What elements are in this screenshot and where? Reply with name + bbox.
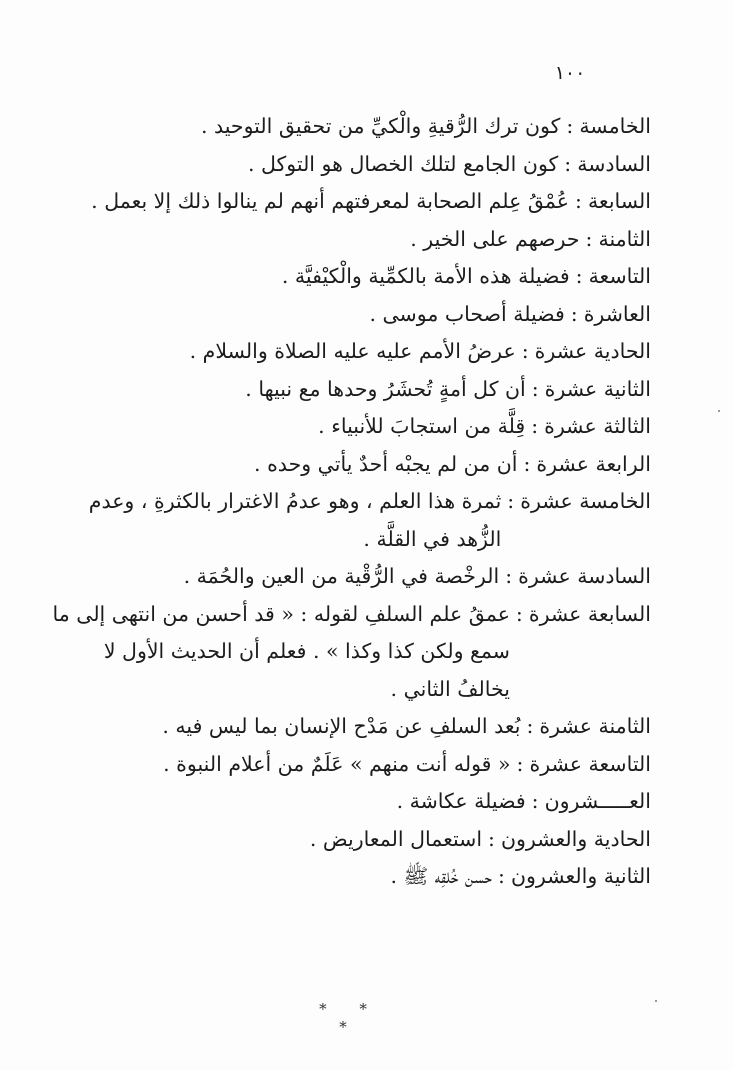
list-item <box>51 333 651 371</box>
entry-label: السادسة عشرة <box>518 564 651 588</box>
page-number: ١٠٠ <box>554 62 586 84</box>
list-item <box>51 746 651 784</box>
entry-text: حسن خُلقِه ﷺ . <box>390 864 493 888</box>
entry-text: حرصهم على الخير . <box>410 226 580 251</box>
entry-separator: : <box>564 151 572 176</box>
entry-separator: : <box>575 189 582 213</box>
entry-separator: : <box>570 301 578 326</box>
entry-label: السابعة <box>587 189 651 213</box>
entry-text: عمقُ علم السلفِ لقوله : « قد أحسن من انتهى إلى ما سمع ولكن كذا وكذا » . فعلم أن الحديث الأول لا يخالفُ الثاني . <box>52 601 510 701</box>
entry-text: عُمْقُ عِلم الصحابة لمعرفتهم أنهم لم ينالوا ذلك إلا بعمل . <box>91 189 570 213</box>
list-item <box>51 821 651 859</box>
entry-separator: : <box>575 264 583 288</box>
entry-label: الرابعة عشرة <box>536 451 651 476</box>
entry-text: أن من لم يجبْه أحدٌ يأتي وحده . <box>254 451 518 476</box>
entry-text: « قوله أنت منهم » عَلَمٌ من أعلام النبوة . <box>163 751 511 776</box>
entry-separator: : <box>585 226 593 251</box>
section-end-ornament: * * * <box>319 1000 381 1036</box>
entry-text: الرخْصة في الرُّقْية من العين والحُمَة . <box>183 564 500 588</box>
list-item <box>51 783 651 821</box>
entry-label: العاشرة <box>583 301 651 326</box>
entry-label: الخامسة عشرة <box>520 489 651 513</box>
entry-label: التاسعة <box>588 264 651 288</box>
entry-separator: : <box>498 864 505 888</box>
entry-label: التاسعة عشرة <box>529 751 651 776</box>
entry-separator: : <box>566 114 574 138</box>
entry-label: الحادية والعشرون <box>500 826 651 851</box>
entry-separator: : <box>531 376 539 401</box>
lessons-list <box>51 108 651 896</box>
entry-label: الثانية عشرة <box>544 376 651 401</box>
entry-separator: : <box>521 339 529 363</box>
list-item <box>51 258 651 296</box>
entry-separator: : <box>516 751 524 776</box>
entry-text: بُعد السلفِ عن مَدْح الإنسان بما ليس فيه . <box>162 714 521 738</box>
entry-text: عرضُ الأمم عليه عليه الصلاة والسلام . <box>189 339 516 363</box>
entry-label: الحادية عشرة <box>534 339 651 363</box>
list-item <box>51 221 651 259</box>
entry-label: الثالثة عشرة <box>544 414 651 438</box>
entry-separator: : <box>507 489 515 513</box>
paper-speck <box>718 410 720 412</box>
list-item <box>51 558 651 596</box>
list-item <box>51 408 651 446</box>
entry-label: الثانية والعشرون <box>510 864 651 888</box>
entry-text: أن كل أمةٍ تُحشَرُ وحدها مع نبيها . <box>245 376 526 401</box>
list-item <box>51 483 651 558</box>
list-item <box>51 296 651 334</box>
entry-separator: : <box>526 714 534 738</box>
entry-text: قِلَّة من استجابَ للأنبياء . <box>318 414 526 438</box>
entry-separator: : <box>523 451 531 476</box>
list-item <box>51 858 651 896</box>
entry-label: الثامنة <box>598 226 651 251</box>
entry-label: الثامنة عشرة <box>539 714 651 738</box>
list-item <box>51 446 651 484</box>
entry-label: السادسة <box>577 151 651 176</box>
entry-text: ثمرة هذا العلم ، وهو عدمُ الاغترار بالكثرةِ ، وعدم الزُّهد في القلَّة . <box>88 489 502 551</box>
entry-text: فضيلة هذه الأمة بالكمِّية والْكيْفيَّة . <box>281 264 570 288</box>
list-item <box>51 371 651 409</box>
entry-label: الخامسة <box>579 114 651 138</box>
entry-text: فضيلة عكاشة . <box>396 789 526 813</box>
entry-separator: : <box>531 414 539 438</box>
list-item <box>51 183 651 221</box>
paper-speck <box>655 1000 657 1002</box>
entry-separator: : <box>531 789 539 813</box>
entry-text: كون ترك الرُّقيةِ والْكيِّ من تحقيق التوحيد . <box>200 114 561 138</box>
entry-text: كون الجامع لتلك الخصال هو التوكل . <box>247 151 559 176</box>
entry-separator: : <box>505 564 513 588</box>
list-item <box>51 108 651 146</box>
list-item <box>51 596 651 709</box>
entry-text: فضيلة أصحاب موسى . <box>369 301 565 326</box>
entry-separator: : <box>488 826 495 851</box>
entry-text: استعمال المعاريض . <box>309 826 483 851</box>
entry-separator: : <box>515 601 523 626</box>
entry-label: العـــــشرون <box>544 789 651 813</box>
list-item <box>51 708 651 746</box>
entry-label: السابعة عشرة <box>528 601 651 626</box>
list-item <box>51 146 651 184</box>
